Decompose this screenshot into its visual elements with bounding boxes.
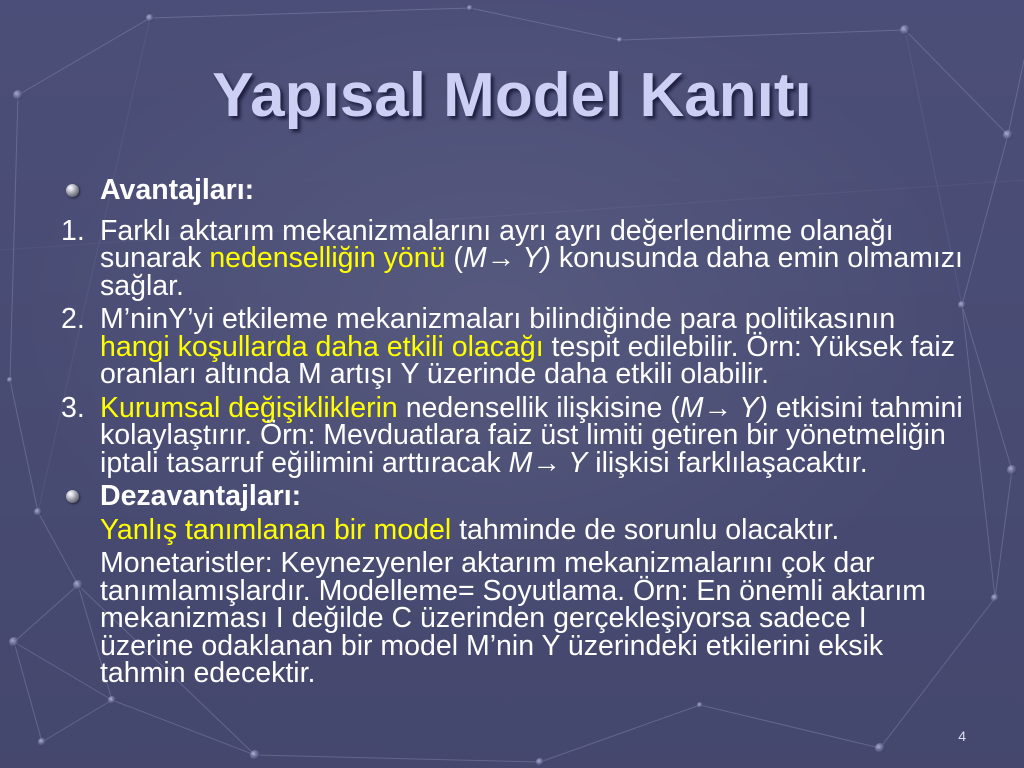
text-run: tanımlamışlardır. Modelleme= Soyutlama. Örn: En önemli aktarım <box>100 574 927 607</box>
text-run: kolaylaştırır. Örn: Mevduatlara faiz üst limiti getiren bir yönetmeliğin <box>100 419 946 451</box>
italic-formula: M→ Y) <box>462 242 551 274</box>
text-run: ( <box>445 242 463 274</box>
disadvantages-bullet <box>0 480 1024 512</box>
text-run: Farklı aktarım mekanizmalarını ayrı ayrı değerlendirme olanağı <box>100 214 894 247</box>
network-line <box>470 8 620 40</box>
network-node <box>146 14 154 22</box>
text-line <box>100 574 1024 607</box>
text-run: M’ninY’yi etkileme mekanizmaları bilindiğinde para politikasının <box>100 303 896 335</box>
text-run: Monetaristler: Keynezyenler aktarım mekanizmalarını çok dar <box>100 547 875 579</box>
item-number: 3. <box>61 391 85 424</box>
network-node <box>697 702 703 708</box>
network-node <box>108 696 116 704</box>
text-run: mekanizması I değilde C üzerinden gerçekleşiyorsa sadece I <box>100 602 867 634</box>
network-line <box>255 755 540 762</box>
slide-title: Yapısal Model Kanıtı <box>212 61 812 130</box>
disadvantage-paragraph <box>0 547 1024 689</box>
text-line <box>100 419 1024 451</box>
text-line <box>100 513 1024 546</box>
network-node <box>900 25 910 35</box>
network-node <box>250 750 260 760</box>
italic-formula: M→ Y <box>508 446 588 479</box>
text-line <box>100 214 1024 247</box>
text-run: nedensellik ilişkisine ( <box>397 391 680 424</box>
advantage-item <box>0 391 1024 479</box>
text-line <box>100 358 1024 390</box>
text-line <box>100 602 1024 634</box>
network-node <box>617 37 623 43</box>
disadvantage-paragraph <box>0 513 1024 546</box>
text-run: iptali tasarruf eğilimini arttıracak <box>100 446 509 479</box>
item-number: 1. <box>61 214 85 247</box>
network-line <box>700 705 880 748</box>
advantages-bullet <box>0 174 1024 206</box>
network-line <box>540 705 700 762</box>
text-line <box>100 242 1024 274</box>
text-run: üzerine odaklanan bir model M’nin Y üzerindeki etkilerini eksik <box>100 629 884 662</box>
network-node <box>38 738 46 746</box>
advantages-heading: Avantajları: <box>100 174 255 206</box>
network-node <box>1003 130 1013 140</box>
text-line <box>100 303 1024 335</box>
text-line <box>100 547 1024 579</box>
advantage-item <box>0 214 1024 302</box>
text-line <box>100 446 1024 479</box>
highlighted-text: Kurumsal değişikliklerin <box>100 391 398 424</box>
page-number: 4 <box>958 728 966 744</box>
item-number: 2. <box>61 303 85 335</box>
network-line <box>150 8 470 18</box>
network-node <box>467 5 473 11</box>
text-run: tahmin edecektir. <box>100 657 316 689</box>
text-line <box>100 657 1024 689</box>
text-run: oranları altında M artışı Y üzerinde daha etkili olabilir. <box>100 358 770 390</box>
text-run: konusunda daha emin olmamızı <box>551 242 963 274</box>
highlighted-text: nedenselliğin yönü <box>209 242 446 274</box>
network-node <box>536 758 544 766</box>
disadvantages-heading: Dezavantajları: <box>100 480 302 512</box>
text-line <box>100 391 1024 424</box>
italic-formula: M→ Y) <box>679 391 768 424</box>
text-line <box>100 629 1024 662</box>
network-node <box>875 743 885 753</box>
text-line <box>100 269 1024 302</box>
sphere-bullet-icon <box>66 490 79 503</box>
text-run: tespit edilebilir. Örn: Yüksek faiz <box>543 330 955 363</box>
slide-body <box>0 174 1024 689</box>
text-run: sunarak <box>100 242 210 274</box>
network-line <box>112 700 255 755</box>
highlighted-text: hangi koşullarda daha etkili olacağı <box>100 330 544 363</box>
highlighted-text: Yanlış tanımlanan bir model <box>100 513 452 546</box>
text-run: ilişkisi farklılaşacaktır. <box>587 446 868 479</box>
text-run: sağlar. <box>100 269 184 302</box>
text-run: tahminde de sorunlu olacaktır. <box>451 513 840 546</box>
text-line <box>100 330 1024 363</box>
text-run: etkisini tahmini <box>767 391 963 424</box>
advantage-item <box>0 303 1024 390</box>
network-line <box>620 30 905 40</box>
sphere-bullet-icon <box>66 184 79 197</box>
network-line <box>42 700 112 742</box>
